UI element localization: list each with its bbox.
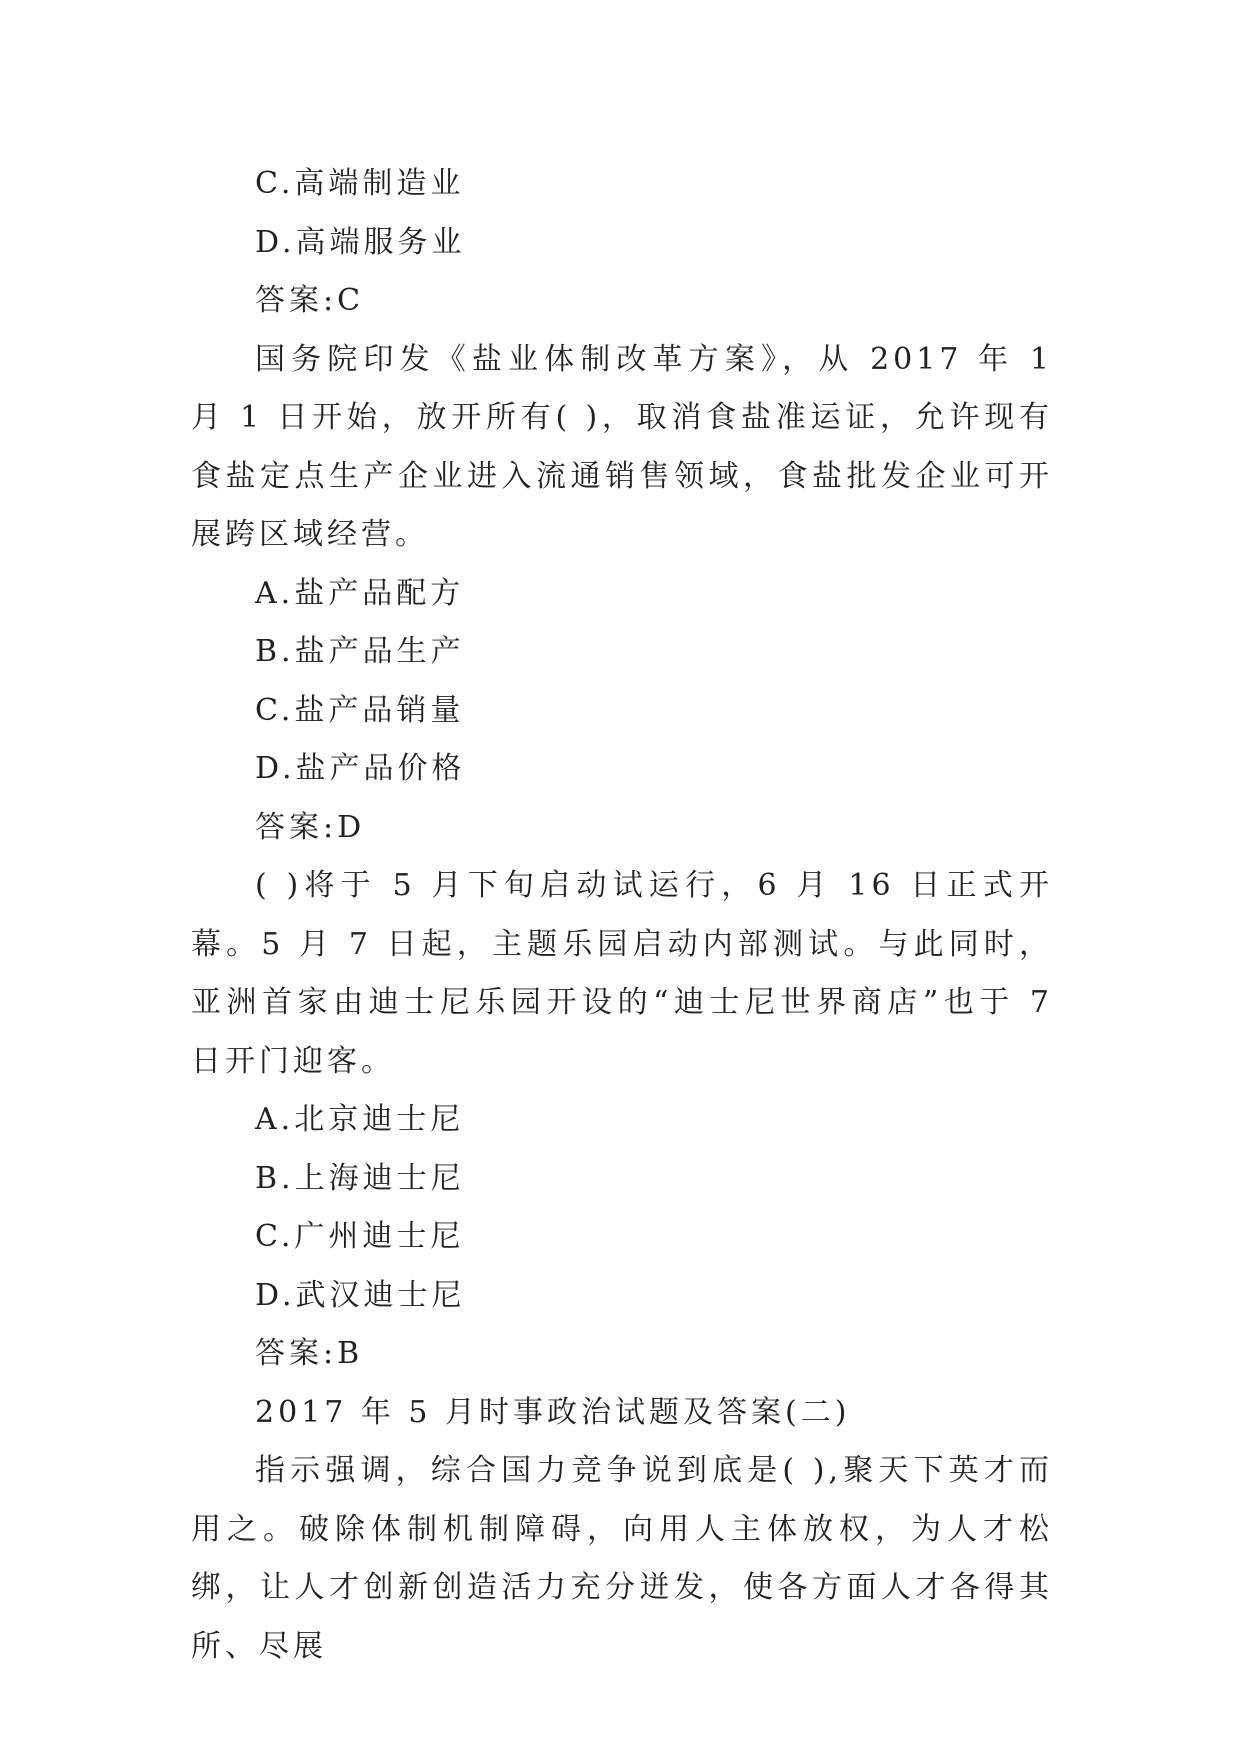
question-disney: ( )将于 5 月下旬启动试运行，6 月 16 日正式开幕。5 月 7 日起，主题乐园启动内部测试。与此同时，亚洲首家由迪士尼乐园开设的“迪士尼世界商店”也于 7 日开门迎客。 bbox=[191, 868, 1053, 1079]
option-b-shanghai-disney: B.上海迪士尼 bbox=[255, 1160, 465, 1196]
option-a-beijing-disney: A.北京迪士尼 bbox=[255, 1102, 465, 1137]
option-c-guangzhou-disney: C.广州迪士尼 bbox=[255, 1219, 465, 1254]
option-d-salt-price: D.盐产品价格 bbox=[255, 751, 466, 786]
answer-text: 答案:B bbox=[255, 1336, 364, 1371]
answer-text: 答案:C bbox=[255, 283, 365, 318]
option-c-high-end-manufacturing: C.高端制造业 bbox=[255, 166, 465, 201]
document-body bbox=[191, 155, 1053, 1676]
option-d-high-end-services: D.高端服务业 bbox=[255, 224, 466, 260]
question-salt-reform: 国务院印发《盐业体制改革方案》，从 2017 年 1 月 1 日开始，放开所有( )，取消食盐准运证，允许现有食盐定点生产企业进入流通销售领域，食盐批发企业可开展跨区域经营。 bbox=[191, 341, 1053, 552]
option-a-salt-formula: A.盐产品配方 bbox=[255, 575, 465, 611]
option-b-salt-production: B.盐产品生产 bbox=[255, 634, 465, 669]
question-talent: 指示强调，综合国力竞争说到底是( ),聚天下英才而用之。破除体制机制障碍，向用人主体放权，为人才松绑，让人才创新创造活力充分迸发，使各方面人才各得其所、尽展 bbox=[191, 1453, 1053, 1664]
option-d-wuhan-disney: D.武汉迪士尼 bbox=[255, 1277, 466, 1313]
answer-text: 答案:D bbox=[255, 809, 366, 845]
option-c-salt-sales: C.盐产品销量 bbox=[255, 692, 465, 728]
section-heading: 2017 年 5 月时事政治试题及答案(二) bbox=[255, 1394, 851, 1430]
